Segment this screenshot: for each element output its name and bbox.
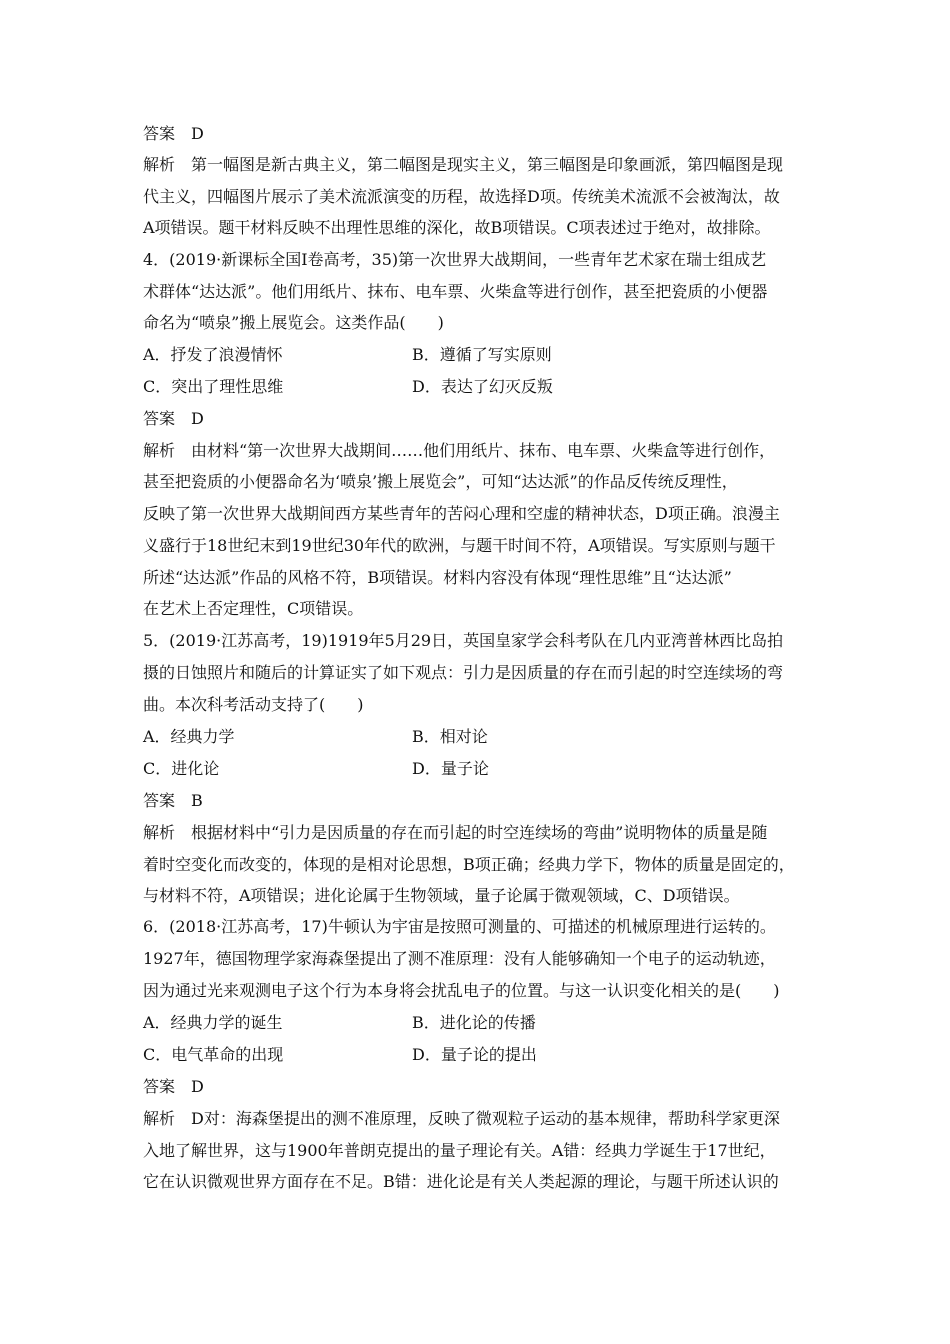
option-b: B．相对论 [412, 727, 488, 746]
option-d: D．量子论的提出 [412, 1045, 537, 1064]
answer-line: 答案 B [143, 791, 203, 810]
analysis-line: 解析 第一幅图是新古典主义，第二幅图是现实主义，第三幅图是印象画派，第四幅图是现 [143, 155, 784, 174]
question-5-line: 5．(2019·江苏高考，19)1919年5月29日，英国皇家学会科考队在几内亚湾普林西比岛拍 [143, 631, 784, 650]
option-d: D．表达了幻灭反叛 [412, 377, 553, 396]
question-4-line: 术群体“达达派”。他们用纸片、抹布、电车票、火柴盒等进行创作，甚至把瓷质的小便器 [143, 282, 768, 301]
analysis-line: 解析 根据材料中“引力是因质量的存在而引起的时空连续场的弯曲”说明物体的质量是随 [143, 823, 768, 842]
option-a: A．抒发了浪漫情怀 [143, 345, 283, 364]
analysis-line: 解析 由材料“第一次世界大战期间……他们用纸片、抹布、电车票、火柴盒等进行创作， [143, 441, 776, 460]
question-4-line: 命名为“喷泉”搬上展览会。这类作品( ) [143, 313, 444, 332]
analysis-line: 它在认识微观世界方面存在不足。B错：进化论是有关人类起源的理论，与题干所述认识的 [143, 1172, 779, 1191]
question-6-line: 1927年，德国物理学家海森堡提出了测不准原理：没有人能够确知一个电子的运动轨迹， [143, 949, 776, 968]
option-a: A．经典力学 [143, 727, 235, 746]
analysis-line: 入地了解世界，这与1900年普朗克提出的量子理论有关。A错：经典力学诞生于17世纪， [143, 1141, 776, 1160]
answer-line: 答案 D [143, 409, 204, 428]
analysis-line: 甚至把瓷质的小便器命名为‘喷泉’搬上展览会”，可知“达达派”的作品反传统反理性， [143, 472, 738, 491]
analysis-line: 反映了第一次世界大战期间西方某些青年的苦闷心理和空虚的精神状态，D项正确。浪漫主 [143, 504, 780, 523]
analysis-line: 代主义，四幅图片展示了美术流派演变的历程，故选择D项。传统美术流派不会被淘汰，故 [143, 187, 780, 206]
analysis-line: 在艺术上否定理性，C项错误。 [143, 599, 364, 618]
option-c: C．突出了理性思维 [143, 377, 284, 396]
option-d: D．量子论 [412, 759, 489, 778]
analysis-line: A项错误。题干材料反映不出理性思维的深化，故B项错误。C项表述过于绝对，故排除。 [143, 218, 771, 237]
option-c: C．电气革命的出现 [143, 1045, 284, 1064]
question-4-line: 4．(2019·新课标全国Ⅰ卷高考，35)第一次世界大战期间，一些青年艺术家在瑞士组成艺 [143, 250, 767, 269]
analysis-line: 所述“达达派”作品的风格不符，B项错误。材料内容没有体现“理性思维”且“达达派” [143, 568, 732, 587]
question-6-line: 6．(2018·江苏高考，17)牛顿认为宇宙是按照可测量的、可描述的机械原理进行运转的。 [143, 917, 776, 936]
analysis-line: 着时空变化而改变的，体现的是相对论思想，B项正确；经典力学下，物体的质量是固定的， [143, 855, 795, 874]
option-c: C．进化论 [143, 759, 220, 778]
analysis-line: 与材料不符，A项错误；进化论属于生物领域，量子论属于微观领域，C、D项错误。 [143, 886, 740, 905]
question-6-line: 因为通过光来观测电子这个行为本身将会扰乱电子的位置。与这一认识变化相关的是( ) [143, 981, 780, 1000]
answer-line: 答案 D [143, 124, 204, 143]
option-b: B．遵循了写实原则 [412, 345, 552, 364]
option-a: A．经典力学的诞生 [143, 1013, 283, 1032]
question-5-line: 曲。本次科考活动支持了( ) [143, 695, 364, 714]
analysis-line: 解析 D对：海森堡提出的测不准原理，反映了微观粒子运动的基本规律，帮助科学家更深 [143, 1109, 780, 1128]
analysis-line: 义盛行于18世纪末到19世纪30年代的欧洲，与题干时间不符，A项错误。写实原则与题干 [143, 536, 776, 555]
answer-line: 答案 D [143, 1077, 204, 1096]
question-5-line: 摄的日蚀照片和随后的计算证实了如下观点：引力是因质量的存在而引起的时空连续场的弯 [143, 663, 784, 682]
option-b: B．进化论的传播 [412, 1013, 536, 1032]
